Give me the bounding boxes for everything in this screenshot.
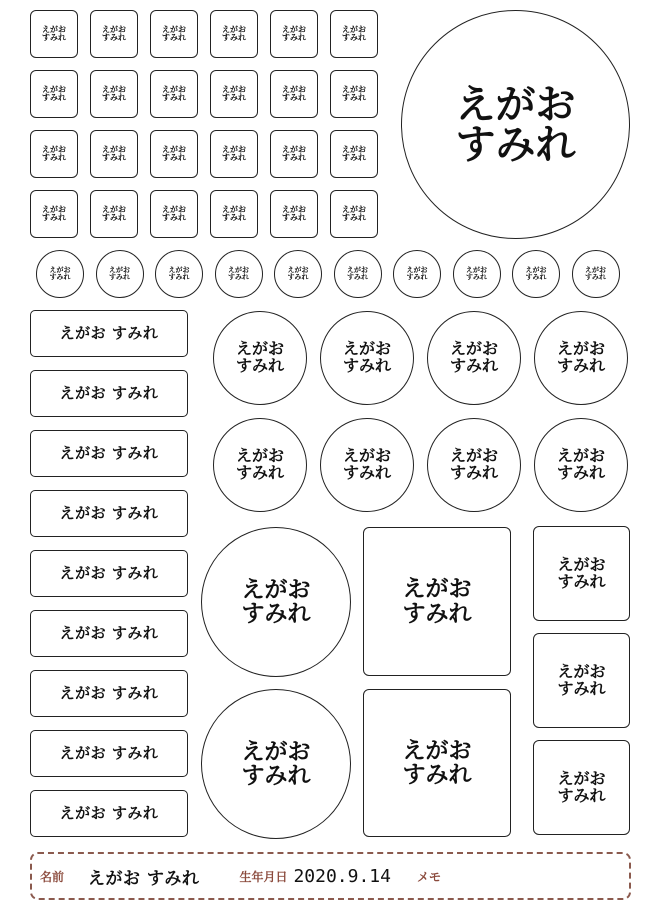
label-text-line: すみれ [557, 785, 606, 805]
label-text-line: えがお [235, 446, 284, 466]
medium-square-label[interactable] [533, 740, 630, 835]
label-text-line: すみれ [402, 762, 472, 788]
small-square-label[interactable] [270, 70, 318, 118]
small-circle-label[interactable] [334, 250, 382, 298]
label-text: えがお すみれ [59, 683, 159, 702]
small-square-label[interactable] [150, 70, 198, 118]
label-text-line: すみれ [402, 600, 472, 627]
label-text-line: すみれ [222, 153, 246, 162]
rectangle-label[interactable] [30, 310, 188, 357]
label-text-line: すみれ [168, 273, 190, 281]
label-text-line: えがお [228, 265, 249, 274]
label-text-line: えがお [402, 737, 472, 764]
label-text-line: えがお [406, 265, 428, 274]
label-text-line: えがお [282, 204, 306, 214]
label-text-line: えがお [222, 204, 246, 214]
small-circle-label[interactable] [96, 250, 144, 298]
label-text-line: えがお [556, 446, 605, 466]
birthday-caption: 生年月日 [239, 869, 288, 884]
label-text-line: すみれ [102, 33, 126, 42]
label-text-line: すみれ [162, 153, 186, 162]
label-text-line: えがお [402, 576, 472, 603]
small-square-label[interactable] [90, 130, 138, 178]
label-text-line: えがお [342, 339, 391, 359]
label-text-line: えがお [241, 738, 311, 765]
small-square-label[interactable] [330, 10, 378, 58]
small-square-label[interactable] [210, 130, 258, 178]
label-text-line: えがお [222, 24, 246, 34]
label-text-line: すみれ [162, 213, 186, 222]
small-square-label[interactable] [30, 10, 78, 58]
label-text-line: えがお [449, 339, 498, 359]
small-square-label[interactable] [210, 190, 258, 238]
medium-circle-label[interactable] [534, 311, 628, 405]
small-square-label[interactable] [30, 190, 78, 238]
label-text-line: すみれ [109, 273, 130, 281]
label-text-line: すみれ [342, 213, 366, 222]
label-text-line: えがお [585, 265, 606, 274]
small-circle-label[interactable] [453, 250, 501, 298]
label-text-line: えがお [102, 84, 126, 94]
label-text-line: えがお [241, 576, 311, 603]
label-text-line: えがお [102, 204, 126, 214]
label-text-line: えがお [466, 265, 487, 274]
label-text: えがお すみれ [59, 623, 159, 642]
label-text-line: すみれ [228, 273, 249, 281]
label-text-line: えがお [109, 265, 130, 274]
label-text-line: えがお [222, 144, 246, 154]
label-text-line: すみれ [449, 356, 498, 375]
medium-circle-label[interactable] [320, 418, 414, 512]
label-text-line: すみれ [556, 356, 605, 375]
label-text-line: すみれ [466, 273, 487, 281]
small-circle-label[interactable] [512, 250, 560, 298]
label-text-line: すみれ [102, 153, 126, 162]
medium-circle-label[interactable] [213, 418, 307, 512]
label-text-line: すみれ [525, 273, 547, 281]
label-text-line: えがお [525, 265, 547, 274]
rectangle-label[interactable] [30, 790, 188, 837]
label-text: えがお すみれ [59, 503, 159, 522]
small-square-label[interactable] [150, 10, 198, 58]
label-text-line: えがお [557, 661, 606, 681]
label-text-line: えがお [162, 144, 186, 154]
label-text: えがお すみれ [59, 383, 159, 402]
rectangle-label[interactable] [30, 550, 188, 597]
small-circle-label[interactable] [393, 250, 441, 298]
label-text-line: すみれ [241, 601, 311, 627]
label-text-line: えがお [42, 24, 66, 34]
label-text-line: すみれ [287, 273, 309, 281]
label-text-line: えがお [42, 204, 66, 214]
label-text-line: すみれ [42, 213, 66, 222]
small-square-label[interactable] [150, 130, 198, 178]
rectangle-label[interactable] [30, 730, 188, 777]
birthday-value: 2020.9.14 [293, 865, 391, 887]
label-text-line: えがお [342, 204, 366, 214]
label-text-line: えがお [162, 24, 186, 34]
medium-circle-label[interactable] [427, 418, 521, 512]
label-text-line: すみれ [556, 463, 605, 482]
small-circle-label[interactable] [572, 250, 620, 298]
label-text-line: えがお [282, 24, 306, 34]
label-text: えがお すみれ [59, 443, 159, 462]
label-text-line: えがお [282, 84, 306, 94]
large-circle-label[interactable] [401, 10, 630, 239]
label-text-line: えがお [222, 84, 246, 94]
label-text-line: えがお [235, 339, 284, 359]
small-circle-label[interactable] [155, 250, 203, 298]
label-text-line: すみれ [222, 33, 246, 42]
small-square-label[interactable] [30, 130, 78, 178]
label-text-line: すみれ [102, 93, 126, 102]
label-text-line: すみれ [102, 213, 126, 222]
small-square-label[interactable] [150, 190, 198, 238]
label-text-line: すみれ [282, 93, 306, 102]
small-square-label[interactable] [210, 70, 258, 118]
big-circle-label[interactable] [201, 527, 351, 677]
big-circle-label[interactable] [201, 689, 351, 839]
medium-circle-label[interactable] [534, 418, 628, 512]
medium-circle-label[interactable] [427, 311, 521, 405]
small-square-label[interactable] [270, 10, 318, 58]
small-square-label[interactable] [330, 130, 378, 178]
small-square-label[interactable] [90, 10, 138, 58]
label-text-line: すみれ [455, 121, 576, 168]
label-text-line: えがお [42, 144, 66, 154]
label-text-line: えがお [49, 265, 71, 274]
small-square-label[interactable] [270, 190, 318, 238]
label-text-line: すみれ [282, 153, 306, 162]
label-text-line: えがお [557, 554, 606, 574]
label-text-line: すみれ [347, 273, 368, 281]
label-text-line: すみれ [557, 571, 606, 591]
label-text-line: すみれ [222, 93, 246, 102]
label-text-line: すみれ [585, 273, 606, 281]
label-text-line: すみれ [222, 213, 246, 222]
rectangle-label[interactable] [30, 370, 188, 417]
label-text-line: えがお [342, 24, 366, 34]
small-square-label[interactable] [210, 10, 258, 58]
label-text-line: すみれ [162, 33, 186, 42]
small-circle-label[interactable] [274, 250, 322, 298]
label-text-line: えがお [168, 265, 190, 274]
label-text-line: えがお [556, 339, 605, 359]
memo-caption: メモ [417, 869, 442, 884]
label-text-line: えがお [347, 265, 368, 274]
label-text-line: すみれ [449, 463, 498, 482]
label-text: えがお すみれ [59, 323, 159, 342]
rectangle-label[interactable] [30, 490, 188, 537]
small-square-label[interactable] [90, 190, 138, 238]
label-text-line: すみれ [282, 213, 306, 222]
name-value: えがお すみれ [88, 868, 200, 889]
small-square-label[interactable] [270, 130, 318, 178]
name-caption: 名前 [40, 869, 65, 884]
label-text-line: えがお [162, 204, 186, 214]
label-text: えがお すみれ [59, 563, 159, 582]
label-text: えがお すみれ [59, 743, 159, 762]
label-text-line: すみれ [342, 33, 366, 42]
medium-circle-label[interactable] [213, 311, 307, 405]
label-text-line: すみれ [406, 273, 428, 281]
label-text-line: すみれ [342, 356, 391, 375]
rectangle-label[interactable] [30, 670, 188, 717]
label-text-line: すみれ [42, 33, 66, 42]
rectangle-label[interactable] [30, 610, 188, 657]
rectangle-label[interactable] [30, 430, 188, 477]
label-text-line: えがお [449, 446, 498, 466]
label-text-line: えがお [342, 144, 366, 154]
footer-info-box [30, 852, 631, 900]
label-text-line: すみれ [49, 273, 71, 281]
label-text-line: すみれ [42, 93, 66, 102]
small-square-label[interactable] [330, 70, 378, 118]
label-text-line: すみれ [342, 463, 391, 482]
big-square-label[interactable] [363, 689, 511, 837]
label-text-line: すみれ [282, 33, 306, 42]
small-square-label[interactable] [330, 190, 378, 238]
label-text-line: すみれ [235, 463, 284, 482]
medium-circle-label[interactable] [320, 311, 414, 405]
label-text-line: えがお [102, 144, 126, 154]
label-text-line: えがお [557, 768, 606, 788]
label-text-line: えがお [287, 265, 309, 274]
label-text-line: えがお [42, 84, 66, 94]
label-text-line: すみれ [241, 763, 311, 789]
label-text-line: すみれ [342, 153, 366, 162]
label-text-line: すみれ [235, 356, 284, 375]
label-text-line: えがお [282, 144, 306, 154]
small-circle-label[interactable] [215, 250, 263, 298]
label-text-line: すみれ [42, 153, 66, 162]
label-text-line: えがお [162, 84, 186, 94]
small-square-label[interactable] [90, 70, 138, 118]
big-square-label[interactable] [363, 527, 511, 676]
label-text: えがお すみれ [59, 803, 159, 822]
medium-square-label[interactable] [533, 633, 630, 728]
label-text-line: すみれ [162, 93, 186, 102]
small-square-label[interactable] [30, 70, 78, 118]
small-circle-label[interactable] [36, 250, 84, 298]
medium-square-label[interactable] [533, 526, 630, 621]
label-text-line: すみれ [557, 678, 606, 698]
label-text-line: えがお [102, 24, 126, 34]
label-text-line: えがお [342, 84, 366, 94]
label-text-line: えがお [342, 446, 391, 466]
label-text-line: えがお [455, 81, 576, 128]
label-text-line: すみれ [342, 93, 366, 102]
